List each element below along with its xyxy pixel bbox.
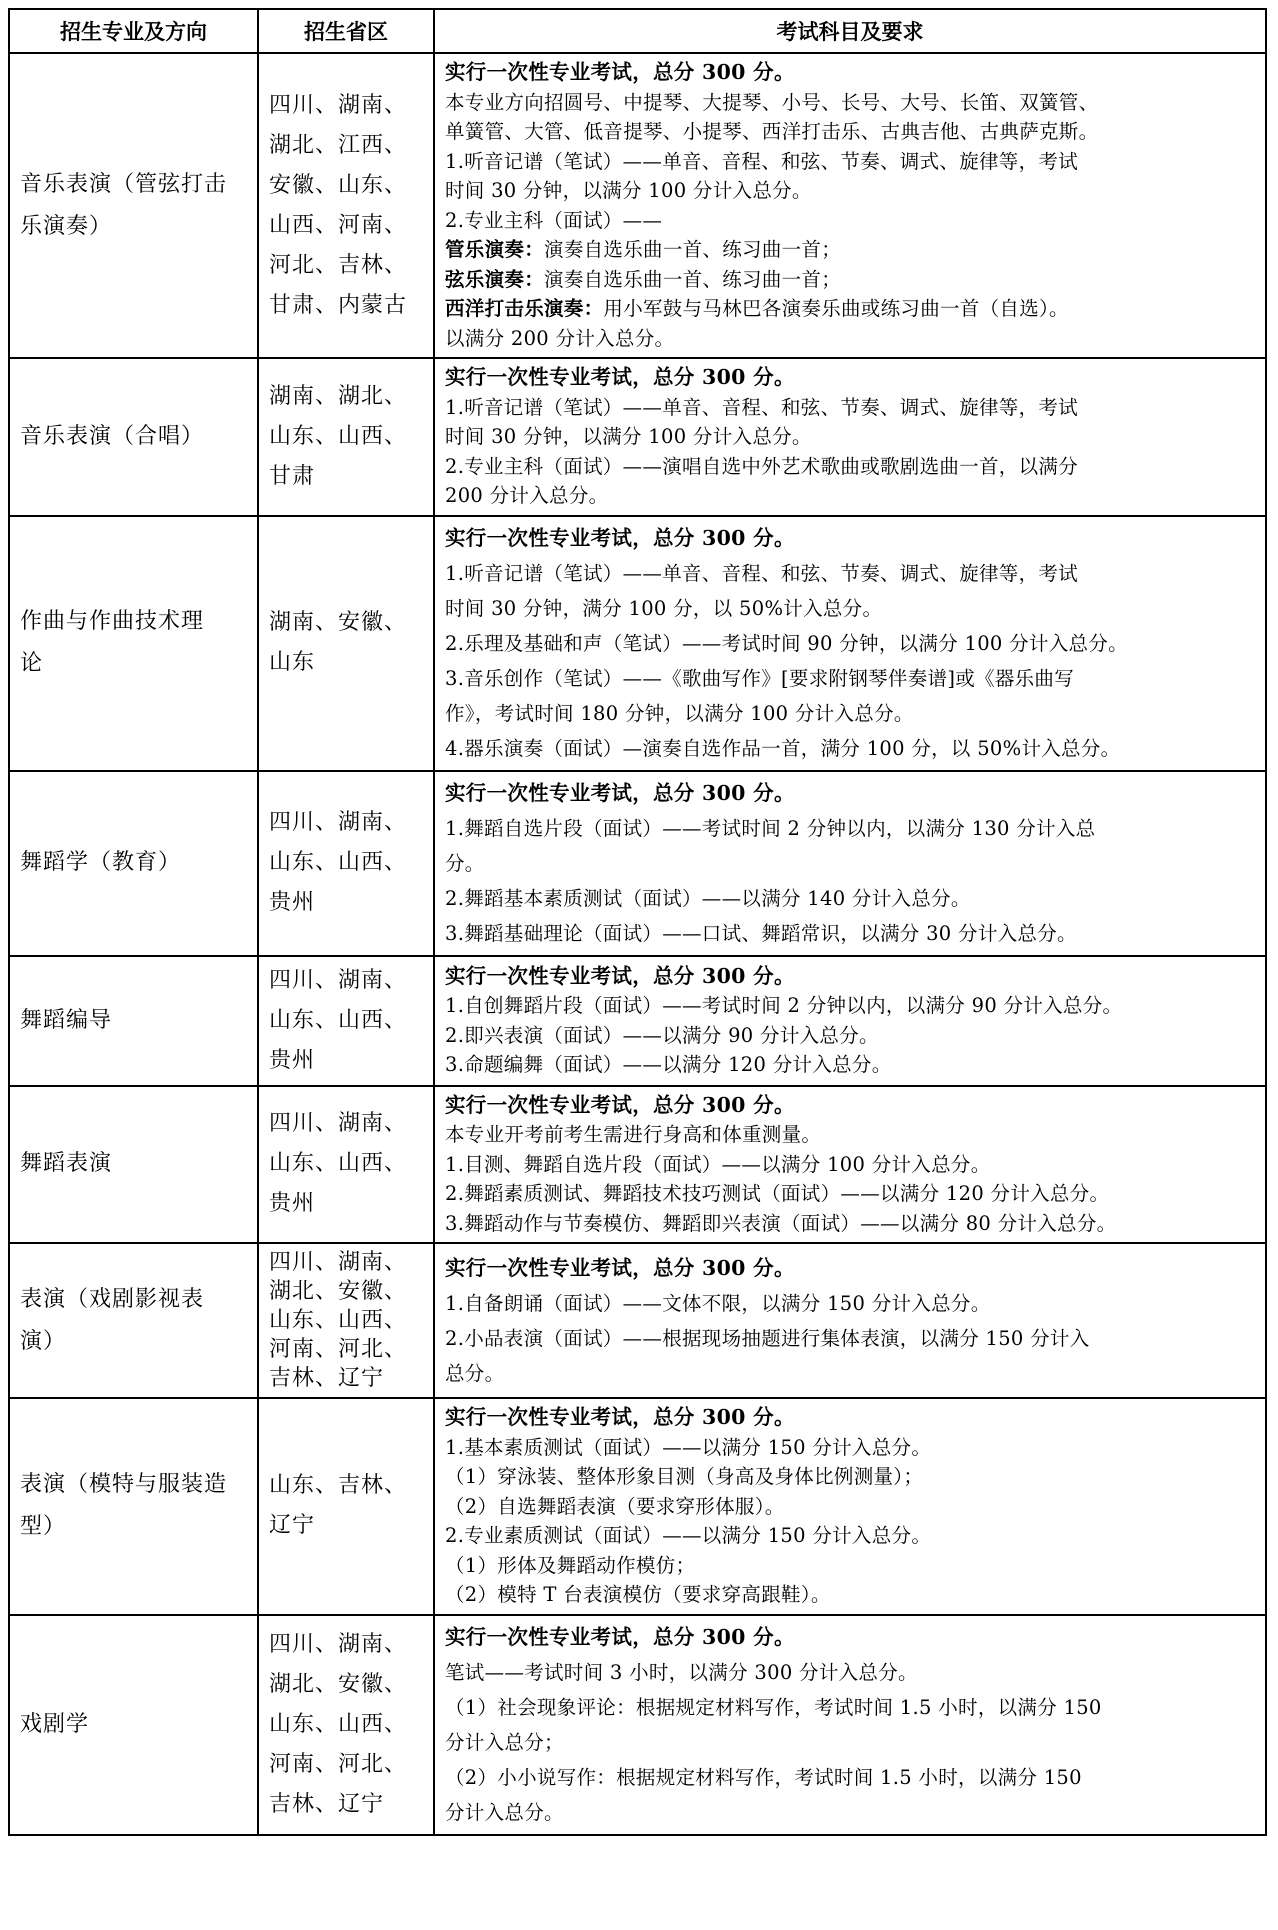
requirement-line [445, 235, 1255, 265]
province-line: 贵州 [269, 890, 316, 915]
province-line: 湖北、安徽、 [269, 1279, 408, 1304]
requirement-text: 笔试——考试时间 3 小时，以满分 300 分计入总分。 [445, 1660, 918, 1684]
requirement-text: （1）穿泳装、整体形象目测（身高及身体比例测量）； [445, 1465, 924, 1488]
major-cell [9, 1398, 258, 1615]
requirement-bold-label: 实行一次性专业考试，总分 300 分。 [445, 963, 795, 988]
requirement-line [445, 1492, 1255, 1522]
requirement-line [445, 393, 1255, 423]
requirement-line [445, 452, 1255, 482]
table-row [9, 1615, 1266, 1835]
major-line: 作曲与作曲技术理 [20, 609, 205, 634]
requirement-title [445, 1091, 1255, 1121]
requirement-bold-label: 管乐演奏： [445, 238, 545, 261]
requirement-bold-label: 弦乐演奏： [445, 267, 545, 291]
table-row [9, 1398, 1266, 1615]
requirement-line [445, 206, 1255, 236]
requirement-line [445, 1690, 1255, 1725]
requirement-text: 1.自备朗诵（面试）——文体不限，以满分 150 分计入总分。 [445, 1291, 991, 1315]
province-cell [258, 956, 434, 1086]
requirements-cell [434, 771, 1266, 956]
requirement-line [445, 1050, 1255, 1080]
province-cell [258, 771, 434, 956]
requirements-cell [434, 956, 1266, 1086]
province-line: 河南、河北、 [269, 1751, 408, 1777]
requirement-line [445, 1120, 1255, 1150]
requirement-text: 总分。 [445, 1361, 505, 1385]
requirement-line [445, 1356, 1255, 1391]
requirements-cell [434, 1086, 1266, 1244]
major-cell [9, 1243, 258, 1398]
table-row [9, 771, 1266, 956]
requirement-text: 4.器乐演奏（面试）—演奏自选作品一首，满分 100 分，以 50%计入总分。 [445, 736, 1121, 760]
requirement-title [445, 363, 1255, 393]
major-line: 舞蹈学（教育） [20, 850, 182, 875]
requirement-line [445, 881, 1255, 916]
table-row [9, 1243, 1266, 1398]
requirement-line [445, 1179, 1255, 1209]
province-line: 河南、河北、 [269, 1337, 408, 1362]
requirement-text: 1.听音记谱（笔试）——单音、音程、和弦、节奏、调式、旋律等，考试 [445, 395, 1079, 419]
major-cell [9, 1615, 258, 1835]
requirement-line [445, 481, 1255, 511]
requirement-text: （1）社会现象评论：根据规定材料写作，考试时间 1.5 小时，以满分 150 [445, 1695, 1102, 1719]
major-line: 舞蹈表演 [20, 1151, 113, 1177]
requirement-text: 时间 30 分钟，满分 100 分，以 50%计入总分。 [445, 596, 883, 620]
requirement-text: （2）小小说写作：根据规定材料写作，考试时间 1.5 小时，以满分 150 [445, 1765, 1082, 1789]
table-row [9, 1086, 1266, 1244]
province-line: 四川、湖南、 [269, 967, 408, 993]
province-line: 山东、山西、 [269, 423, 408, 449]
requirement-line [445, 626, 1255, 661]
table-row [9, 516, 1266, 771]
requirement-line [445, 1321, 1255, 1356]
requirement-line [445, 661, 1255, 696]
requirement-line [445, 1021, 1255, 1051]
requirement-line [445, 1150, 1255, 1180]
requirement-text: 分。 [445, 851, 485, 875]
requirement-text: 3.舞蹈动作与节奏模仿、舞蹈即兴表演（面试）——以满分 80 分计入总分。 [445, 1211, 1117, 1235]
requirement-text: 2.舞蹈素质测试、舞蹈技术技巧测试（面试）——以满分 120 分计入总分。 [445, 1182, 1110, 1205]
major-line: 舞蹈编导 [20, 1007, 113, 1033]
major-line: 音乐表演（管弦打击 [20, 171, 228, 197]
requirement-bold-label: 实行一次性专业考试，总分 300 分。 [445, 780, 795, 805]
requirement-line [445, 147, 1255, 177]
province-line: 山东、山西、 [269, 1007, 408, 1033]
province-cell [258, 1615, 434, 1835]
table-row [9, 358, 1266, 516]
requirement-bold-label: 实行一次性专业考试，总分 300 分。 [445, 365, 795, 389]
major-line: 音乐表演（合唱） [20, 423, 205, 449]
province-line: 山东、山西、 [269, 1308, 408, 1333]
requirement-text: 分计入总分。 [445, 1800, 564, 1824]
province-line: 山西、河南、 [269, 212, 408, 238]
header-province: 招生省区 [258, 9, 434, 53]
requirement-text: 1.舞蹈自选片段（面试）——考试时间 2 分钟以内，以满分 130 分计入总 [445, 816, 1096, 840]
province-cell [258, 516, 434, 771]
major-cell [9, 956, 258, 1086]
province-line: 四川、湖南、 [269, 1111, 408, 1137]
province-line: 湖南、湖北、 [269, 383, 408, 409]
requirement-text: 3.命题编舞（面试）——以满分 120 分计入总分。 [445, 1053, 892, 1076]
requirement-bold-label: 实行一次性专业考试，总分 300 分。 [445, 1092, 795, 1117]
requirement-line [445, 1795, 1255, 1830]
requirement-text: （2）模特 T 台表演模仿（要求穿高跟鞋）。 [445, 1583, 831, 1606]
requirement-text: 2.舞蹈基本素质测试（面试）——以满分 140 分计入总分。 [445, 886, 971, 910]
table-row [9, 956, 1266, 1086]
province-line: 四川、湖南、 [269, 1631, 408, 1657]
province-cell [258, 1086, 434, 1244]
table-row [9, 53, 1266, 358]
major-cell [9, 516, 258, 771]
requirement-text: 2.即兴表演（面试）——以满分 90 分计入总分。 [445, 1023, 879, 1047]
requirement-text: 2.小品表演（面试）——根据现场抽题进行集体表演，以满分 150 分计入 [445, 1326, 1090, 1350]
province-cell [258, 1398, 434, 1615]
province-line: 湖北、安徽、 [269, 1671, 408, 1697]
requirement-text: 用小军鼓与马林巴各演奏乐曲或练习曲一首（自选）。 [603, 297, 1069, 320]
requirement-text: （2）自选舞蹈表演（要求穿形体服）。 [445, 1494, 785, 1518]
requirement-line [445, 1462, 1255, 1492]
major-cell [9, 1086, 258, 1244]
requirement-line [445, 846, 1255, 881]
requirement-title [445, 776, 1255, 811]
requirements-cell [434, 1243, 1266, 1398]
requirement-line [445, 556, 1255, 591]
requirement-bold-label: 西洋打击乐演奏： [445, 297, 604, 320]
requirement-text: 演奏自选乐曲一首、练习曲一首； [544, 238, 842, 261]
requirement-text: 2.乐理及基础和声（笔试）——考试时间 90 分钟，以满分 100 分计入总分。 [445, 631, 1128, 655]
requirement-text: 1.基本素质测试（面试）——以满分 150 分计入总分。 [445, 1435, 932, 1459]
requirement-line [445, 991, 1255, 1021]
requirement-text: 时间 30 分钟，以满分 100 分计入总分。 [445, 179, 812, 202]
header-requirements: 考试科目及要求 [434, 9, 1266, 53]
province-line: 吉林、辽宁 [269, 1791, 385, 1817]
major-line: 论 [20, 651, 44, 676]
requirement-title [445, 521, 1255, 556]
requirement-bold-label: 实行一次性专业考试，总分 300 分。 [445, 1255, 795, 1280]
major-line: 戏剧学 [20, 1711, 90, 1737]
requirement-line [445, 731, 1255, 766]
requirement-line [445, 265, 1255, 295]
requirement-text: 2.专业素质测试（面试）——以满分 150 分计入总分。 [445, 1524, 932, 1547]
requirement-line [445, 88, 1255, 118]
major-cell [9, 358, 258, 516]
requirement-title [445, 962, 1255, 992]
province-line: 山东、吉林、 [269, 1473, 408, 1499]
requirement-text: 200 分计入总分。 [445, 484, 609, 507]
province-line: 贵州 [269, 1191, 316, 1217]
requirement-line [445, 1286, 1255, 1321]
major-line: 演） [20, 1328, 67, 1354]
requirement-line [445, 1725, 1255, 1760]
requirement-text: 3.舞蹈基础理论（面试）——口试、舞蹈常识，以满分 30 分计入总分。 [445, 921, 1077, 945]
province-line: 辽宁 [269, 1513, 316, 1539]
province-line: 湖北、江西、 [269, 132, 408, 158]
requirement-text: 作》，考试时间 180 分钟，以满分 100 分计入总分。 [445, 701, 914, 725]
major-line: 乐演奏） [20, 213, 113, 239]
requirement-line [445, 324, 1255, 354]
requirement-line [445, 294, 1255, 324]
requirement-bold-label: 实行一次性专业考试，总分 300 分。 [445, 525, 795, 550]
header-major: 招生专业及方向 [9, 9, 258, 53]
requirement-bold-label: 实行一次性专业考试，总分 300 分。 [445, 60, 795, 84]
major-line: 表演（模特与服装造 [20, 1472, 228, 1498]
requirements-cell [434, 516, 1266, 771]
requirement-text: 时间 30 分钟，以满分 100 分计入总分。 [445, 425, 812, 448]
requirement-line [445, 696, 1255, 731]
province-cell [258, 358, 434, 516]
requirement-line [445, 1655, 1255, 1690]
province-line: 贵州 [269, 1047, 316, 1073]
requirements-cell [434, 1398, 1266, 1615]
requirement-text: 3.音乐创作（笔试）——《歌曲写作》[要求附钢琴伴奏谱]或《器乐曲写 [445, 666, 1075, 690]
requirement-line [445, 916, 1255, 951]
requirement-line [445, 1551, 1255, 1581]
requirement-title [445, 1403, 1255, 1433]
requirement-bold-label: 实行一次性专业考试，总分 300 分。 [445, 1405, 795, 1429]
requirement-text: 以满分 200 分计入总分。 [445, 326, 675, 350]
requirement-line [445, 176, 1255, 206]
requirement-text: （1）形体及舞蹈动作模仿； [445, 1553, 696, 1577]
province-line: 吉林、辽宁 [269, 1366, 385, 1391]
requirement-line [445, 1209, 1255, 1239]
province-cell [258, 53, 434, 358]
requirement-text: 单簧管、大管、低音提琴、小提琴、西洋打击乐、古典吉他、古典萨克斯。 [445, 120, 1099, 143]
table-body [9, 53, 1266, 1835]
requirement-line [445, 422, 1255, 452]
requirement-title [445, 1251, 1255, 1286]
province-line: 四川、湖南、 [269, 810, 408, 835]
major-line: 型） [20, 1514, 67, 1540]
requirements-cell [434, 53, 1266, 358]
requirement-text: 1.目测、舞蹈自选片段（面试）——以满分 100 分计入总分。 [445, 1152, 991, 1176]
province-line: 山东、山西、 [269, 850, 408, 875]
requirement-text: 1.听音记谱（笔试）——单音、音程、和弦、节奏、调式、旋律等，考试 [445, 149, 1079, 173]
requirements-cell [434, 358, 1266, 516]
requirement-text: 本专业方向招圆号、中提琴、大提琴、小号、长号、大号、长笛、双簧管、 [445, 90, 1099, 114]
requirement-line [445, 117, 1255, 147]
exam-requirements-table [8, 8, 1267, 1836]
requirement-title [445, 58, 1255, 88]
header-row [9, 9, 1266, 53]
requirement-line [445, 1580, 1255, 1610]
requirement-text: 分计入总分； [445, 1730, 564, 1754]
province-cell [258, 1243, 434, 1398]
province-line: 山东、山西、 [269, 1151, 408, 1177]
province-line: 山东 [269, 650, 316, 675]
province-line: 山东、山西、 [269, 1711, 408, 1737]
requirement-text: 2.专业主科（面试）——演唱自选中外艺术歌曲或歌剧选曲一首，以满分 [445, 454, 1079, 478]
major-cell [9, 53, 258, 358]
province-line: 甘肃 [269, 463, 316, 489]
requirement-text: 2.专业主科（面试）—— [445, 208, 663, 232]
requirement-title [445, 1620, 1255, 1655]
requirement-text: 1.听音记谱（笔试）——单音、音程、和弦、节奏、调式、旋律等，考试 [445, 561, 1079, 585]
major-cell [9, 771, 258, 956]
major-line: 表演（戏剧影视表 [20, 1286, 205, 1312]
province-line: 湖南、安徽、 [269, 610, 408, 635]
requirement-line [445, 1521, 1255, 1551]
requirement-text: 本专业开考前考生需进行身高和体重测量。 [445, 1123, 822, 1146]
requirement-line [445, 591, 1255, 626]
province-line: 安徽、山东、 [269, 172, 408, 198]
requirement-line [445, 1433, 1255, 1463]
requirement-line [445, 811, 1255, 846]
province-line: 四川、湖南、 [269, 92, 408, 118]
requirement-line [445, 1760, 1255, 1795]
province-line: 甘肃、内蒙古 [269, 292, 408, 318]
province-line: 四川、湖南、 [269, 1250, 408, 1275]
requirement-text: 1.自创舞蹈片段（面试）——考试时间 2 分钟以内，以满分 90 分计入总分。 [445, 994, 1123, 1017]
requirement-bold-label: 实行一次性专业考试，总分 300 分。 [445, 1624, 795, 1649]
province-line: 河北、吉林、 [269, 252, 408, 278]
requirements-cell [434, 1615, 1266, 1835]
requirement-text: 演奏自选乐曲一首、练习曲一首； [544, 267, 842, 291]
